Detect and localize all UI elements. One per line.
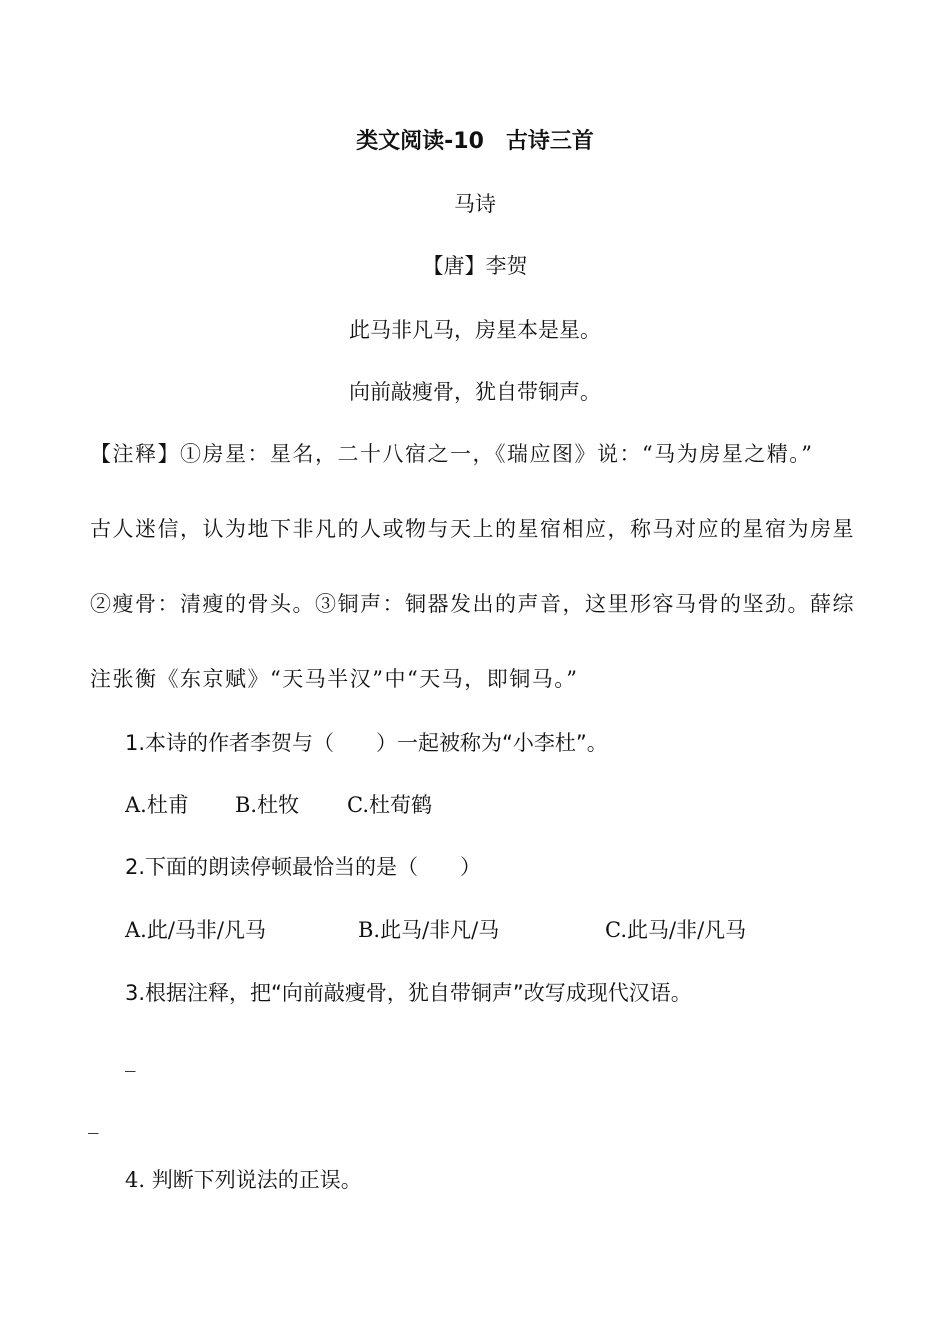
question-1: 1.本诗的作者李贺与（ ）一起被称为“小李杜”。 xyxy=(125,731,608,755)
question-1-option-c: C.杜荀鹤 xyxy=(347,793,432,817)
question-4: 4. 判断下列说法的正误。 xyxy=(125,1168,362,1192)
question-2-option-a: A.此/马非/凡马 xyxy=(125,918,266,942)
note-line-2: 古人迷信，认为地下非凡的人或物与天上的星宿相应，称马对应的星宿为房星 xyxy=(90,517,855,541)
question-2-option-b: B.此马/非凡/马 xyxy=(358,918,500,942)
note-line-1: 【注释】①房星：星名，二十八宿之一，《瑞应图》说：“马为房星之精。” xyxy=(90,442,814,466)
answer-blank-2[interactable]: _ xyxy=(88,1110,99,1134)
poem-line-2: 向前敲瘦骨，犹自带铜声。 xyxy=(349,380,601,404)
question-2-option-c: C.此马/非/凡马 xyxy=(605,918,747,942)
question-1-options xyxy=(125,791,432,819)
question-1-option-a: A.杜甫 xyxy=(125,793,189,817)
question-3: 3.根据注释，把“向前敲瘦骨，犹自带铜声”改写成现代汉语。 xyxy=(125,981,692,1005)
question-2-options xyxy=(125,916,746,944)
question-2: 2.下面的朗读停顿最恰当的是（ ） xyxy=(125,855,482,879)
poem-line-1: 此马非凡马，房星本是星。 xyxy=(349,318,601,342)
poem-title: 马诗 xyxy=(454,192,496,216)
answer-blank-1[interactable]: _ xyxy=(125,1048,136,1072)
poem-author: 【唐】李贺 xyxy=(422,254,528,278)
note-line-3: ②瘦骨：清瘦的骨头。③铜声：铜器发出的声音，这里形容马骨的坚劲。薛综 xyxy=(90,592,855,616)
question-1-option-b: B.杜牧 xyxy=(235,793,300,817)
document-title: 类文阅读-10 古诗三首 xyxy=(356,129,594,154)
note-line-4: 注张衡《东京赋》“天马半汉”中“天马，即铜马。” xyxy=(90,667,579,691)
